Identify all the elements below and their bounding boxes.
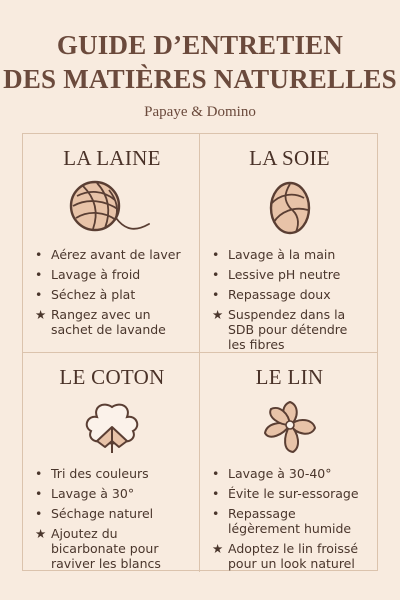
card-wool [23,134,200,353]
title-line-2: DES MATIÈRES NATURELLES [3,64,397,94]
list-item: • Lavage à la main [212,247,336,262]
card-title: LE COTON [59,365,165,389]
brand-name: Papaye & Domino [144,104,256,120]
card-linen [200,353,377,572]
materials-grid [22,133,378,571]
list-item: • Lavage à 30° [35,486,135,501]
list-item: • Lavage à 30-40° [212,466,332,481]
tip-item: ★ Adoptez le lin froissé pour un look naturel [212,541,359,571]
star-icon: ★ [35,307,47,322]
care-list [212,466,367,571]
yarn-ball-icon [69,178,155,238]
silk-cocoon-icon [260,178,320,238]
list-item: • Lavage à froid [35,267,141,282]
list-item: • Aérez avant de laver [35,247,181,262]
list-item: • Séchage naturel [35,506,154,521]
star-icon: ★ [35,526,47,541]
tip-item: ★ Ajoutez du bicarbonate pour raviver les blancs [35,526,161,571]
tip-item: ★ Suspendez dans la SDB pour détendre les fibres [212,307,348,352]
list-item: • Tri des couleurs [35,466,149,481]
list-item: • Repassage doux [212,287,331,302]
title-line-1: GUIDE D’ENTRETIEN [56,30,344,60]
star-icon: ★ [212,541,224,556]
list-item: • Repassage légèrement humide [212,506,352,536]
star-icon: ★ [212,307,224,322]
list-item: • Séchez à plat [35,287,136,302]
card-title: LA LAINE [63,146,161,170]
card-title: LA SOIE [249,146,330,170]
card-title: LE LIN [255,365,324,389]
list-item: • Évite le sur-essorage [212,486,359,501]
cotton-flower-icon [79,397,145,457]
card-cotton [23,353,200,572]
care-list [35,247,189,337]
card-silk [200,134,377,353]
tip-item: ★ Rangez avec un sachet de lavande [35,307,166,337]
care-list [35,466,189,571]
care-list [212,247,367,352]
flax-flower-icon [259,397,321,457]
page-title [0,0,400,96]
list-item: • Lessive pH neutre [212,267,341,282]
